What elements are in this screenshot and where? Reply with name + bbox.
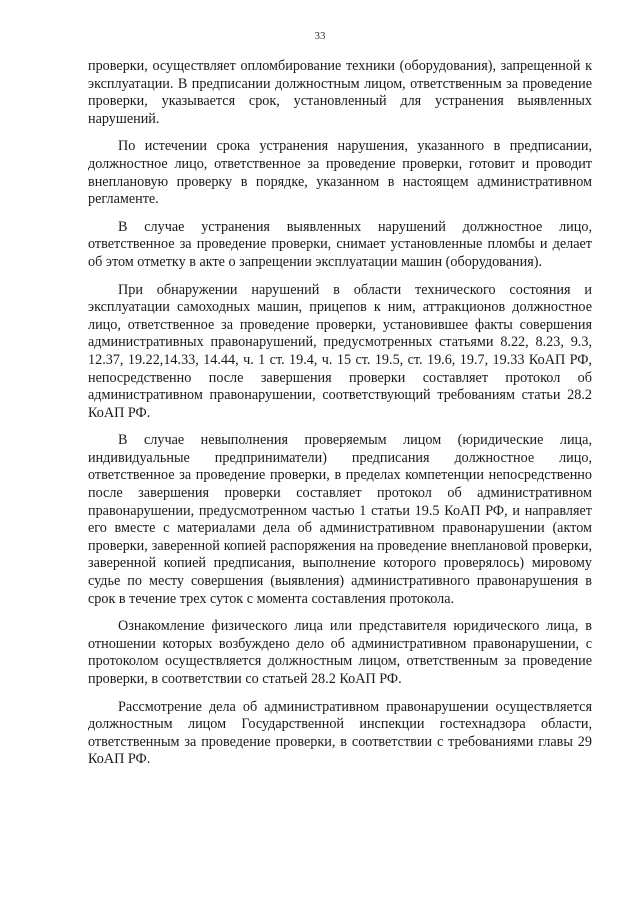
paragraph-unscheduled-inspection: По истечении срока устранения нарушения, указанного в предписании, должностное лицо, ответственное за проведение проверки, готовит и проводит внеплановую проверку в порядке, указанном в настоящем административном регламенте.: [88, 138, 592, 208]
document-body: [88, 58, 592, 779]
paragraph-violation-protocol: При обнаружении нарушений в области технического состояния и эксплуатации самоходных машин, прицепов к ним, аттракционов должностное лицо, ответственное за проведение проверки, установившее факты совершения административных правонарушений, предусмотренных статьями 8.22, 8.23, 9.3, 12.37, 19.22,14.33, 14.44, ч. 1 ст. 19.4, ч. 15 ст. 19.5, ст. 19.6, 19.7, 19.33 КоАП РФ, непосредственно после завершения проверки составляет протокол об административном правонарушении, соответствующий требованиям статьи 28.2 КоАП РФ.: [88, 281, 592, 421]
paragraph-noncompliance-protocol: В случае невыполнения проверяемым лицом (юридические лица, индивидуальные предприниматели) предписания должностное лицо, ответственное за проведение проверки, в пределах компетенции непосредственно после завершения проверки составляет протокол об административном правонарушении, предусмотренном частью 1 статьи 19.5 КоАП РФ, и направляет его вместе с материалами дела об административном правонарушении (актом проверки, заверенной копией распоряжения на проведение внеплановой проверки, заверенной копией предписания, выполнение которого проверялось) мировому судье по месту совершения (выявления) административного правонарушения в срок в течение трех суток с момента составления протокола.: [88, 432, 592, 607]
paragraph-seal-continuation: проверки, осуществляет опломбирование техники (оборудования), запрещенной к эксплуатации. В предписании должностным лицом, ответственным за проведение проверки, указывается срок, установленный для устранения выявленных нарушений.: [88, 58, 592, 127]
page-number: 33: [314, 30, 326, 42]
paragraph-protocol-familiarization: Ознакомление физического лица или представителя юридического лица, в отношении которых возбуждено дело об административном правонарушении, с протоколом осуществляется должностным лицом, ответственным за проведение проверки, в соответствии со статьей 28.2 КоАП РФ.: [88, 618, 592, 687]
paragraph-case-review: Рассмотрение дела об административном правонарушении осуществляется должностным лицом Государственной инспекции гостехнадзора области, ответственным за проведение проверки, в соответствии с требованиями главы 29 КоАП РФ.: [88, 698, 592, 768]
paragraph-seal-removal: В случае устранения выявленных нарушений должностное лицо, ответственное за проведение проверки, снимает установленные пломбы и делает об этом отметку в акте о запрещении эксплуатации машин (оборудования).: [88, 218, 592, 270]
